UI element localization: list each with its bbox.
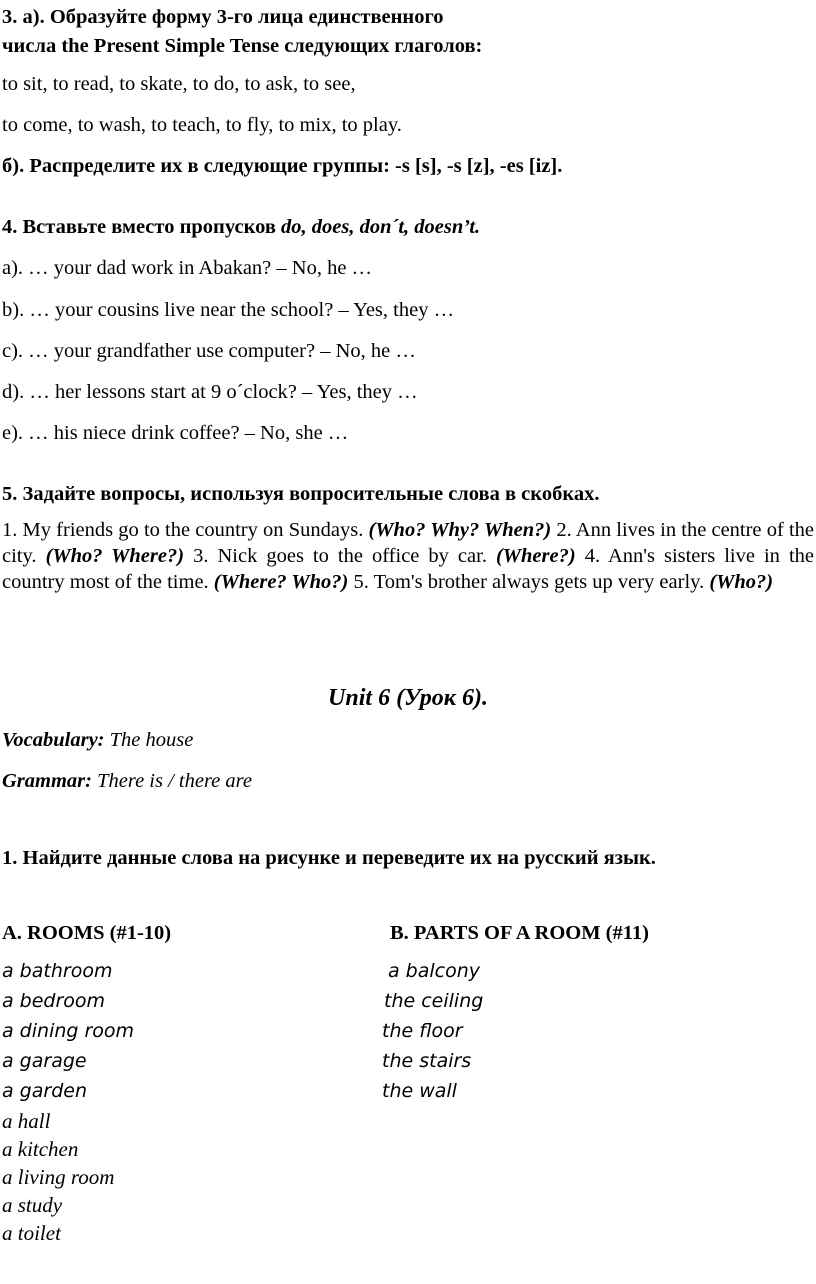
column-b-header: B. PARTS OF A ROOM (#11) bbox=[390, 922, 649, 944]
room-item: a bathroom bbox=[2, 960, 113, 982]
ex4-item: d). … her lessons start at 9 o´clock? – Yes, they … bbox=[2, 381, 418, 403]
ex5-question-4: (Where? Who?) bbox=[213, 571, 349, 593]
ex4-item: c). … your grandfather use computer? – No, he … bbox=[2, 340, 416, 362]
ex4-item: b). … your cousins live near the school? – Yes, they … bbox=[2, 299, 455, 321]
ex3-verbs-line2: to come, to wash, to teach, to fly, to mix, to play. bbox=[2, 114, 402, 136]
ex5-sentence-1: 1. My friends go to the country on Sundays. bbox=[2, 519, 369, 541]
ex5-sentence-2: 2. Ann lives in the centre of the city. bbox=[2, 519, 814, 567]
ex3-title-line2: числа the Present Simple Tense следующих глаголов: bbox=[2, 35, 483, 57]
room-item: a garage bbox=[2, 1050, 87, 1072]
ex3-part-b: б). Распределите их в следующие группы: -s [s], -s [z], -es [iz]. bbox=[2, 155, 563, 177]
vocabulary-label: Vocabulary: bbox=[2, 729, 105, 751]
room-item: a study bbox=[2, 1193, 63, 1217]
ex5-sentence-4: 4. Ann's sisters live in the country most of the time. bbox=[2, 545, 814, 593]
ex5-title: 5. Задайте вопросы, используя вопросительные слова в скобках. bbox=[2, 483, 600, 505]
ex3-verbs-line1: to sit, to read, to skate, to do, to ask, to see, bbox=[2, 73, 356, 95]
room-item: a garden bbox=[2, 1080, 87, 1102]
part-item: the stairs bbox=[382, 1050, 472, 1072]
ex4-item: а). … your dad work in Abakan? – No, he … bbox=[2, 257, 373, 279]
room-item: a bedroom bbox=[2, 990, 106, 1012]
part-item: a balcony bbox=[388, 960, 481, 982]
ex5-question-2: (Who? Where?) bbox=[45, 545, 185, 567]
grammar-label: Grammar: bbox=[2, 770, 92, 792]
ex3-title-line1: 3. а). Образуйте форму 3-го лица единственного bbox=[2, 6, 444, 28]
ex5-paragraph bbox=[2, 517, 814, 595]
task1-title: 1. Найдите данные слова на рисунке и переведите их на русский язык. bbox=[2, 847, 656, 869]
ex4-title-words: do, does, don´t, doesn’t. bbox=[281, 216, 481, 238]
ex4-item: e). … his niece drink coffee? – No, she … bbox=[2, 422, 349, 444]
ex5-sentence-3: 3. Nick goes to the office by car. bbox=[184, 545, 496, 567]
ex4-title bbox=[2, 217, 480, 238]
part-item: the ceiling bbox=[384, 990, 484, 1012]
room-item: a kitchen bbox=[2, 1137, 79, 1161]
unit-heading: Unit 6 (Урок 6). bbox=[328, 685, 488, 711]
column-a-header: A. ROOMS (#1-10) bbox=[2, 922, 172, 944]
room-item: a hall bbox=[2, 1109, 51, 1133]
ex4-title-prefix: 4. Вставьте вместо пропусков bbox=[2, 216, 282, 238]
ex5-question-3: (Where?) bbox=[495, 545, 576, 567]
room-item: a living room bbox=[2, 1165, 115, 1189]
grammar-line bbox=[2, 771, 252, 792]
grammar-value: There is / there are bbox=[91, 770, 252, 792]
ex5-sentence-5: 5. Tom's brother always gets up very early. bbox=[348, 571, 710, 593]
ex5-question-1: (Who? Why? When?) bbox=[368, 519, 552, 541]
ex5-question-5: (Who?) bbox=[709, 571, 774, 593]
part-item: the floor bbox=[382, 1020, 463, 1042]
room-item: a toilet bbox=[2, 1221, 61, 1245]
vocabulary-value: The house bbox=[104, 729, 194, 751]
part-item: the wall bbox=[382, 1080, 457, 1102]
room-item: a dining room bbox=[2, 1020, 135, 1042]
vocabulary-line bbox=[2, 730, 193, 751]
